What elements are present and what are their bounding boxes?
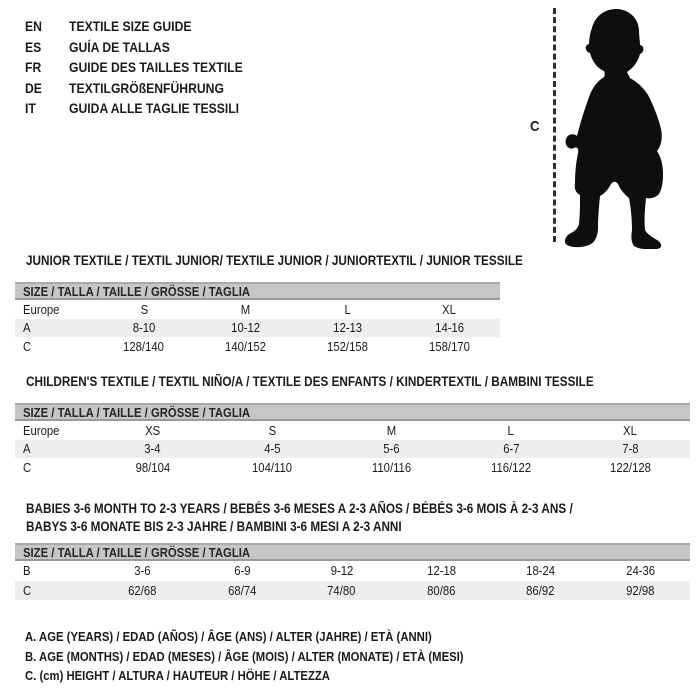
height-cell: 98/104 <box>135 459 170 475</box>
age-cell: 12-18 <box>426 563 456 579</box>
row-label: C <box>23 338 32 354</box>
table-row <box>15 300 500 319</box>
height-cell: 110/116 <box>371 459 412 475</box>
height-cell: 158/170 <box>428 338 470 354</box>
height-cell: 92/98 <box>626 582 655 598</box>
height-cell: 122/128 <box>609 459 651 475</box>
age-cell: 7-8 <box>622 441 639 457</box>
language-title-list <box>25 16 269 119</box>
language-code: FR <box>25 59 42 76</box>
size-cell: S <box>268 422 276 438</box>
size-table-header: SIZE / TALLA / TAILLE / GRÖSSE / TAGLIA <box>15 282 500 300</box>
height-cell: 74/80 <box>327 582 356 598</box>
row-label: Europe <box>23 301 60 317</box>
babies-size-table <box>15 543 690 600</box>
table-row <box>15 440 690 459</box>
row-label: C <box>23 582 32 598</box>
table-row <box>15 319 500 338</box>
children-size-table <box>15 403 690 477</box>
language-row-en <box>25 16 269 37</box>
babies-section-title: BABIES 3-6 MONTH TO 2-3 YEARS / BEBÉS 3-6 MESES A 2-3 AÑOS / BÉBÉS 3-6 MOIS À 2-3 ANS / BABYS 3-6 MONATE BIS 2-3 JAHRE / BAMBINI 3-6 MESI A 2-3 ANNI <box>26 501 573 534</box>
size-cell: XL <box>442 301 457 317</box>
language-title: GUIDE DES TAILLES TEXTILE <box>69 59 243 76</box>
language-code: IT <box>25 100 36 117</box>
language-row-fr <box>25 57 269 78</box>
size-cell: XL <box>623 422 638 438</box>
row-label: Europe <box>23 422 60 438</box>
age-cell: 14-16 <box>434 320 464 336</box>
age-cell: 18-24 <box>526 563 556 579</box>
size-cell: L <box>507 422 515 438</box>
table-row <box>15 581 690 601</box>
footnote-b: B. AGE (MONTHS) / EDAD (MESES) / ÂGE (MOIS) / ALTER (MONATE) / ETÀ (MESI) <box>25 648 464 664</box>
language-title: TEXTILGRÖßENFÜHRUNG <box>69 79 224 96</box>
footnote-legend <box>25 627 529 686</box>
language-code: EN <box>25 18 42 35</box>
table-row <box>15 458 690 477</box>
size-cell: S <box>140 301 148 317</box>
language-row-it <box>25 98 269 119</box>
height-cell: 128/140 <box>123 338 165 354</box>
size-cell: M <box>386 422 397 438</box>
table-row <box>15 337 500 356</box>
junior-section-title: JUNIOR TEXTILE / TEXTIL JUNIOR/ TEXTILE JUNIOR / JUNIORTEXTIL / JUNIOR TESSILE <box>26 253 523 268</box>
age-cell: 6-9 <box>234 563 251 579</box>
size-cell: XS <box>145 422 161 438</box>
children-section-title: CHILDREN'S TEXTILE / TEXTIL NIÑO/A / TEXTILE DES ENFANTS / KINDERTEXTIL / BAMBINI TESSILE <box>26 374 594 389</box>
language-code: DE <box>25 79 42 96</box>
size-table-header: SIZE / TALLA / TAILLE / GRÖSSE / TAGLIA <box>15 403 690 421</box>
age-cell: 4-5 <box>263 441 281 457</box>
language-code: ES <box>25 38 42 55</box>
language-title: GUÍA DE TALLAS <box>69 38 170 55</box>
size-table-header: SIZE / TALLA / TAILLE / GRÖSSE / TAGLIA <box>15 543 690 561</box>
junior-size-table <box>15 282 500 356</box>
height-measure-label: C <box>530 118 540 135</box>
age-cell: 10-12 <box>231 320 261 336</box>
row-label: B <box>23 563 31 579</box>
toddler-silhouette-icon <box>562 5 694 249</box>
age-cell: 3-4 <box>144 441 161 457</box>
age-cell: 5-6 <box>383 441 400 457</box>
height-cell: 62/68 <box>128 582 157 598</box>
row-label: C <box>23 459 32 475</box>
age-cell: 3-6 <box>134 563 151 579</box>
height-cell: 104/110 <box>252 459 293 475</box>
language-title: GUIDA ALLE TAGLIE TESSILI <box>69 100 240 117</box>
height-cell: 80/86 <box>427 582 456 598</box>
table-row <box>15 421 690 440</box>
footnote-c: C. (cm) HEIGHT / ALTURA / HAUTEUR / HÖHE / ALTEZZA <box>25 668 330 683</box>
table-row <box>15 561 690 581</box>
height-cell: 152/158 <box>326 338 368 354</box>
height-cell: 140/152 <box>225 338 267 354</box>
age-cell: 6-7 <box>502 441 520 457</box>
height-cell: 116/122 <box>490 459 531 475</box>
age-cell: 24-36 <box>625 563 655 579</box>
size-cell: L <box>344 301 351 317</box>
language-title: TEXTILE SIZE GUIDE <box>69 18 192 35</box>
row-label: A <box>23 320 31 336</box>
height-cell: 68/74 <box>228 582 257 598</box>
age-cell: 12-13 <box>332 320 362 336</box>
height-measure-dashed-line <box>553 8 556 242</box>
age-cell: 9-12 <box>330 563 354 579</box>
language-row-es <box>25 37 269 58</box>
row-label: A <box>23 441 31 457</box>
size-cell: M <box>240 301 251 317</box>
language-row-de <box>25 78 269 99</box>
height-cell: 86/92 <box>526 582 555 598</box>
footnote-a: A. AGE (YEARS) / EDAD (AÑOS) / ÂGE (ANS) / ALTER (JAHRE) / ETÀ (ANNI) <box>25 629 432 644</box>
age-cell: 8-10 <box>132 320 156 336</box>
